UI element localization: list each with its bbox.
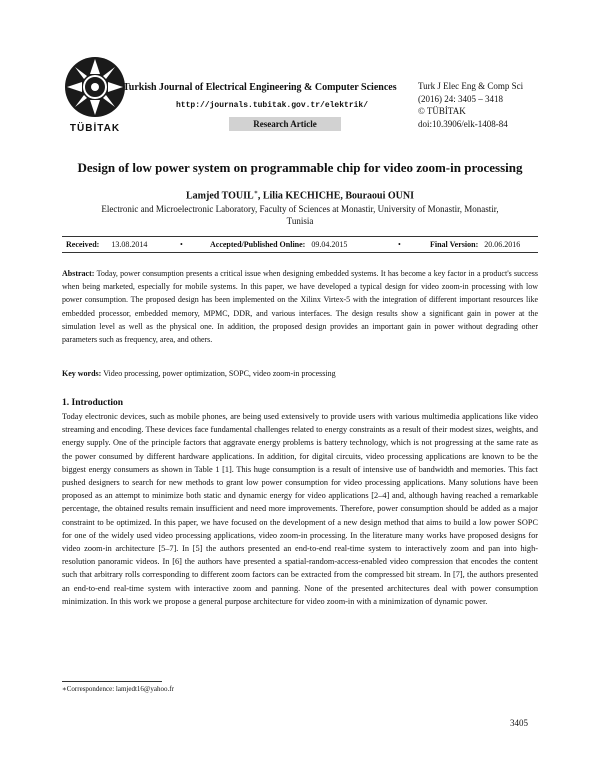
- keywords: [62, 367, 538, 380]
- accepted-value: 09.04.2015: [311, 240, 348, 249]
- tubitak-brand-text: TÜBİTAK: [69, 123, 121, 134]
- bullet-separator: •: [398, 240, 401, 249]
- footnote-divider: [62, 681, 162, 682]
- keywords-label: Key words:: [62, 369, 102, 378]
- final-date: [430, 237, 521, 252]
- tubitak-logo: [62, 54, 128, 132]
- author-first: Lamjed TOUIL: [186, 190, 254, 202]
- abstract: [62, 267, 538, 346]
- citation-copyright: © TÜBİTAK: [418, 106, 466, 116]
- introduction-paragraph: Today electronic devices, such as mobile phones, are being used extensively to provide users with various multimedia applications like video streaming and encoding. These devices face fundamental challenges related to energy constraints as a result of their modest sizes, weights, and energy supply. One of the principle factors that aggravate energy problems is battery technology, which is not progressing at the same rate as the power consumed by different hardware applications. In addition, for digital circuits, video processing applications are known to be the biggest energy consumers as shown in Table 1 [1]. This huge consumption is a result of intensive use of bandwidth and memories. This fact pushed designers to search for new methods to grant low power consumption for video processing applications. Many solutions have been proposed as an attempt to minimize both static and dynamic energy for video applications [2–4] and, although having reached a remarkable percentage, the obtained results remain insufficient and need more improvements. Therefore, power consumption should be added as a major constraint to be optimized. In this paper, we have focused on the development of a new design method that aims to build a low power SOPC for one of the widely used video processing applications, video zoom-in processing. In the literature many works have proposed designs for video zoom-in architecture [5–7]. In [5] the authors presented an end-to-end real-time system to interactively zoom and pan into high-resolution panoramic videos. In [6] the authors have presented a spatial-random-access-enabled video compression that encodes the content such that arbitrary rolls corresponding to different zoom factors can be extracted from the compressed bit stream. In [7], the authors presented an end-to-end real-time system with interactive zoom and panning. None of the presented architectures deal with power consumption minimization. In this work we propose a general purpose architecture for video zoom-in with a minimization of dynamic power.: [62, 412, 538, 606]
- final-value: 20.06.2016: [484, 240, 521, 249]
- keywords-text: Video processing, power optimization, SOPC, video zoom-in processing: [103, 369, 336, 378]
- bullet-separator: •: [180, 240, 183, 249]
- journal-url-link[interactable]: http://journals.tubitak.gov.tr/elektrik/: [176, 101, 369, 110]
- dates-bar: [62, 236, 538, 253]
- abstract-label: Abstract:: [62, 269, 95, 278]
- section-heading: 1. Introduction: [62, 398, 124, 408]
- introduction-body: [62, 410, 538, 608]
- corresponding-author-mark: ∗: [253, 190, 258, 196]
- page-number: 3405: [510, 718, 528, 728]
- received-date: [66, 237, 148, 252]
- abstract-text: Today, power consumption presents a critical issue when designing embedded systems. It has become a key factor in a product's success when being marketed, especially for mobile systems. In this paper, we have developed a typical design for video zoom-in processing with low power consumption. The proposed design has been implemented on the Xilinx Virtex-5 with the integration of different important resources like embedded processor, embedded memory, MPMC, DDR, and various interfaces. The design results show a significant gain in power at the simulation level as well as the physical one. In addition, the proposed design provides an important gain in power without degrading other parameters such as frequency, area, and others.: [62, 269, 538, 345]
- correspondence-footnote: ∗Correspondence: lamjedt16@yahoo.fr: [62, 685, 174, 693]
- author-affiliation: Electronic and Microelectronic Laboratory, Faculty of Sciences at Monastir, University of Monastir, Monastir, Tunisia: [101, 204, 499, 226]
- received-value: 13.08.2014: [111, 240, 148, 249]
- author-rest: , Lilia KECHICHE, Bouraoui OUNI: [257, 190, 414, 202]
- received-label: Received:: [66, 240, 100, 249]
- article-type-badge: Research Article: [229, 117, 341, 131]
- citation-doi[interactable]: doi:10.3906/elk-1408-84: [418, 118, 508, 129]
- citation-journal: Turk J Elec Eng & Comp Sci: [418, 81, 524, 91]
- accepted-date: [210, 237, 348, 252]
- author-list: [20, 189, 580, 201]
- citation-volume: (2016) 24: 3405 – 3418: [418, 93, 503, 104]
- journal-name: Turkish Journal of Electrical Engineering & Computer Sciences: [123, 82, 397, 93]
- accepted-label: Accepted/Published Online:: [210, 240, 306, 249]
- citation-info: [418, 80, 523, 130]
- paper-title: Design of low power system on programmable chip for video zoom-in processing: [77, 160, 523, 175]
- final-label: Final Version:: [430, 240, 479, 249]
